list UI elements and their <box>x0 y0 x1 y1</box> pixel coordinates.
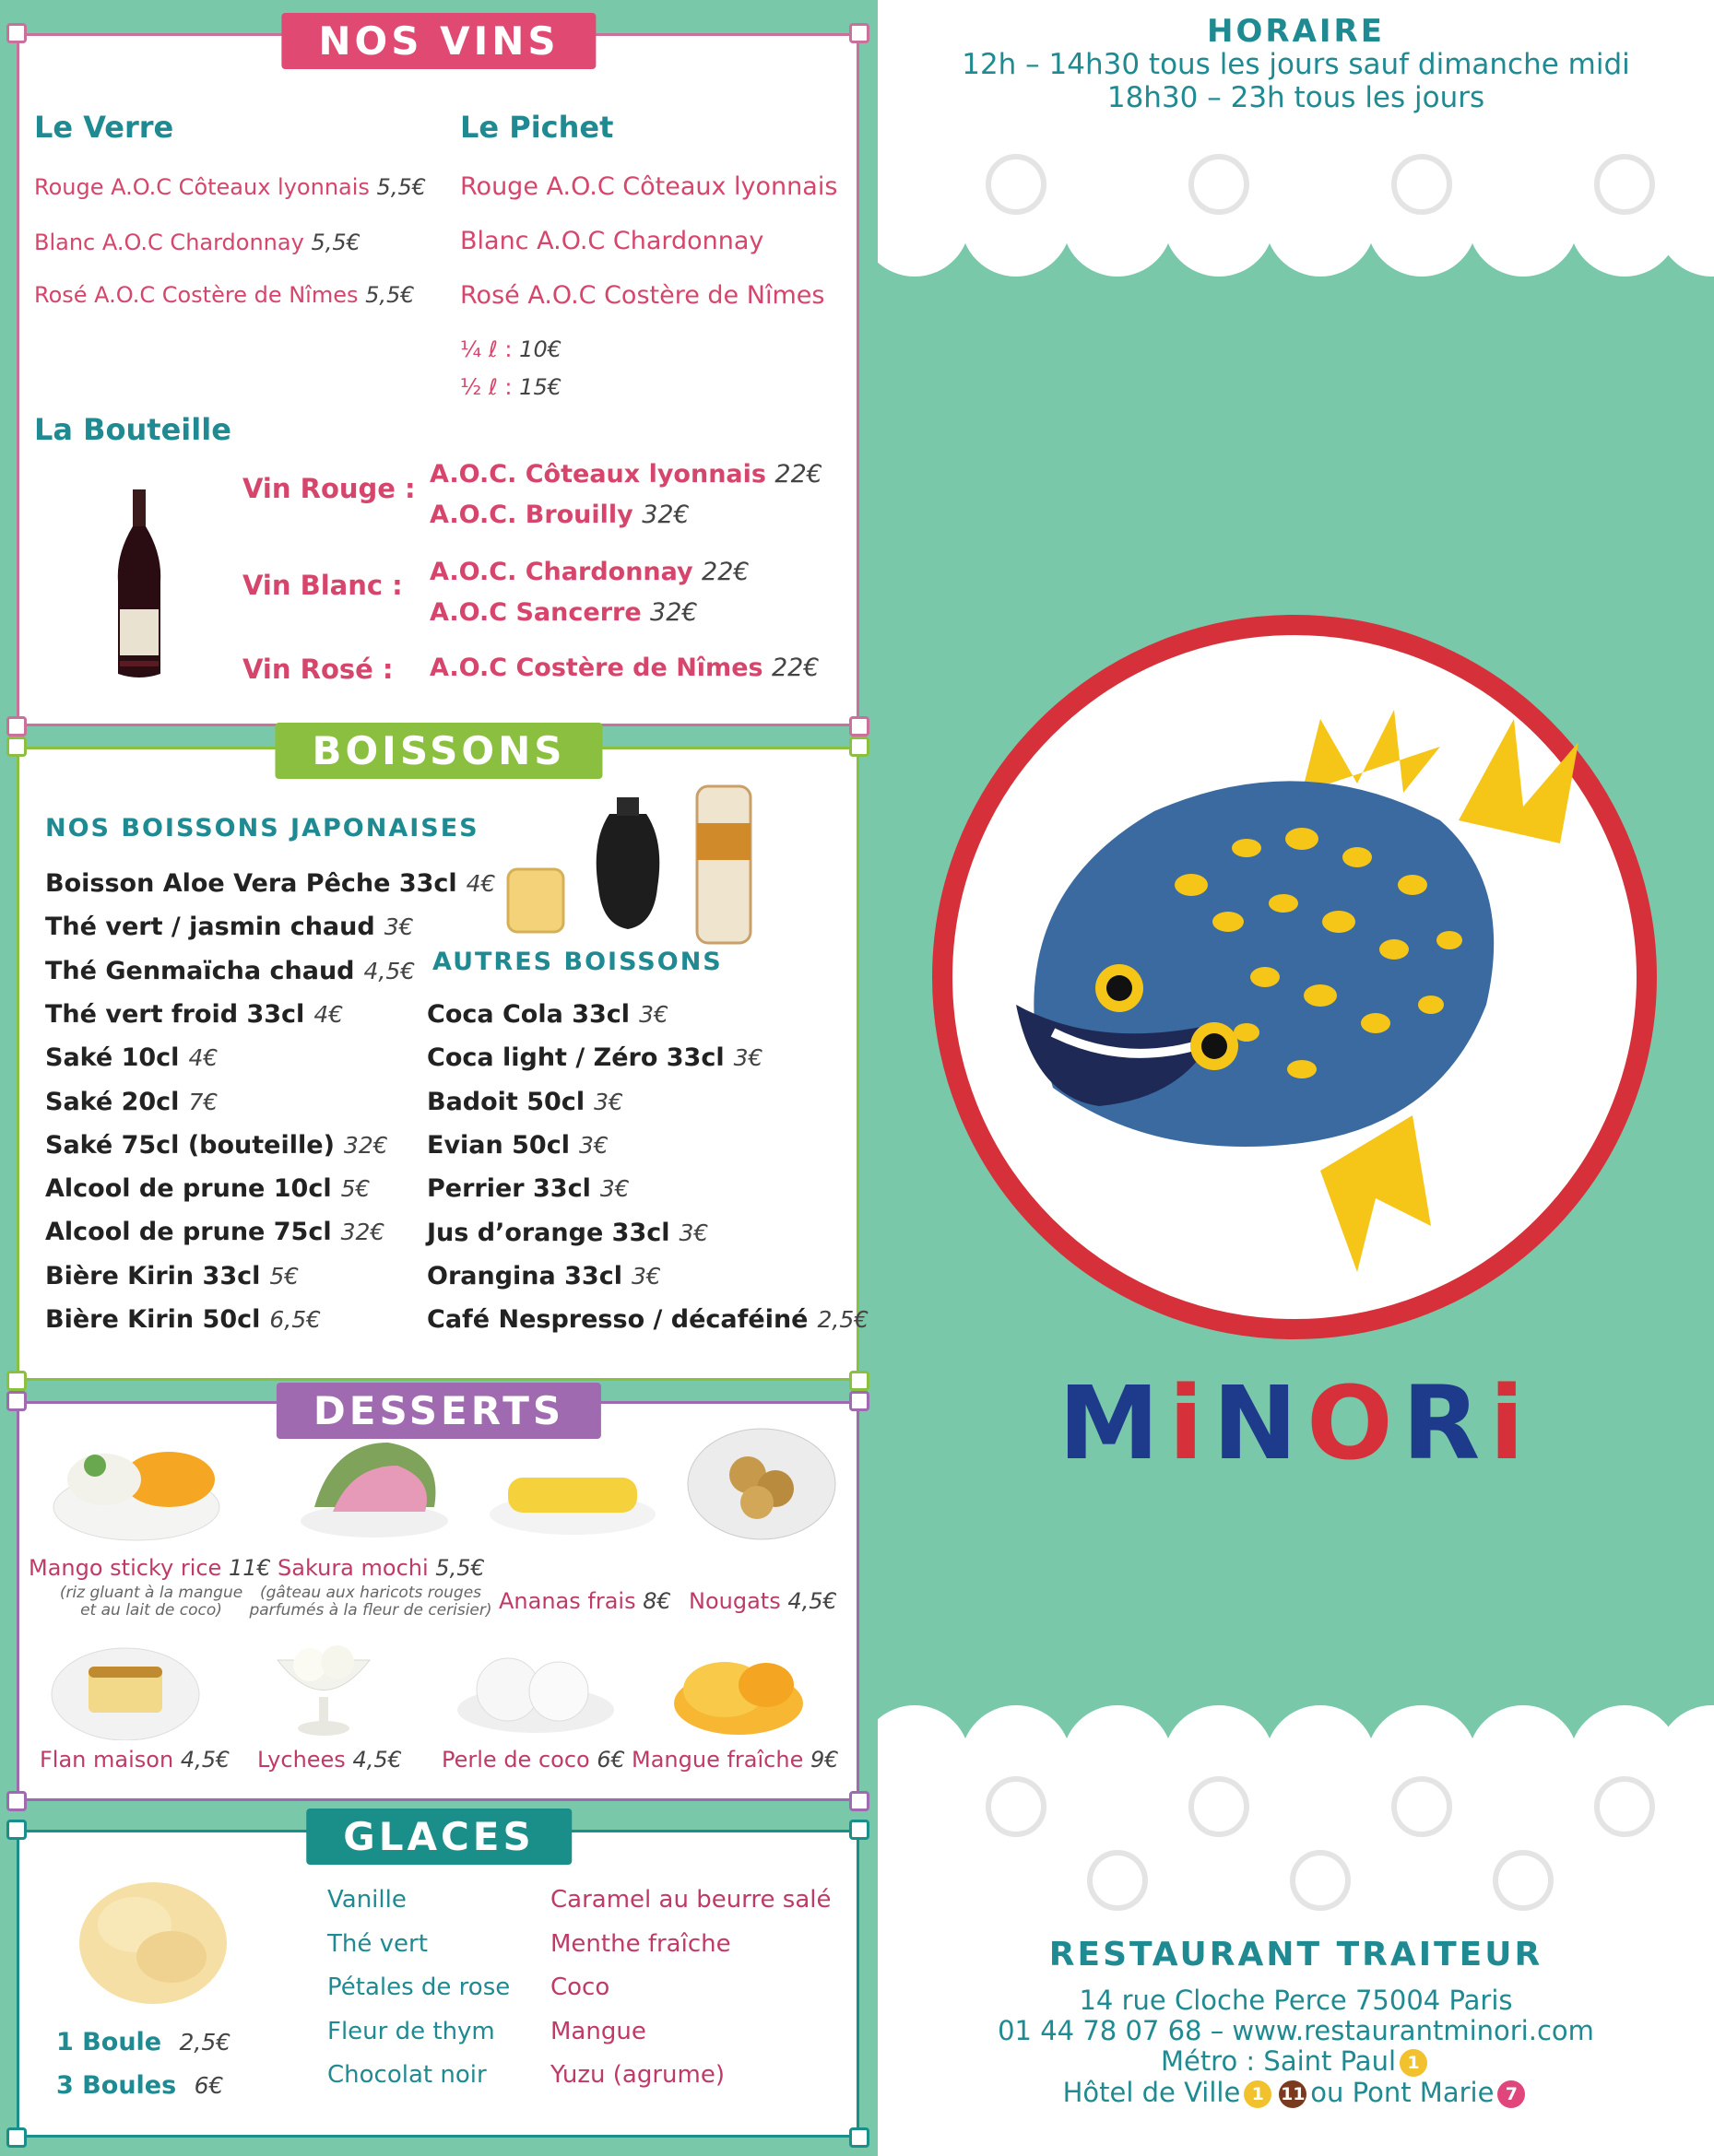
item-name: Bière Kirin 50cl <box>45 1305 261 1334</box>
pichet-title: Le Pichet <box>460 110 614 145</box>
item-name: Perrier 33cl <box>427 1174 591 1204</box>
item-price: 3€ <box>384 913 414 941</box>
menu-item <box>427 1262 661 1290</box>
item-name: Saké 10cl <box>45 1043 180 1073</box>
horaire-line: 12h – 14h30 tous les jours sauf dimanche midi <box>962 48 1630 81</box>
boissons-banner: BOISSONS <box>275 723 602 779</box>
corner-ornament <box>849 2127 869 2148</box>
dessert-name: Perle de coco 6€ <box>442 1747 625 1773</box>
menu-item <box>45 1131 388 1160</box>
bouteille-item: A.O.C. Brouilly 32€ <box>430 501 690 529</box>
item-price: 4€ <box>188 1044 219 1072</box>
logo-letter: i <box>1489 1364 1534 1482</box>
menu-item <box>45 1088 218 1116</box>
dessert-name: Flan maison 4,5€ <box>40 1747 231 1773</box>
logo-letter: i <box>1168 1364 1213 1482</box>
cloud-pattern-top <box>878 111 1714 286</box>
corner-ornament <box>849 1820 869 1840</box>
ice-cream-flavour: Pétales de rose <box>327 1973 511 2001</box>
item-name: Coca Cola 33cl <box>427 1000 631 1029</box>
desserts-panel <box>17 1401 859 1801</box>
item-price: 3€ <box>599 1175 630 1203</box>
bouteille-item: A.O.C. Côteaux lyonnais 22€ <box>430 460 822 489</box>
item-price: 6,5€ <box>269 1306 322 1333</box>
horaire-line: 18h30 – 23h tous les jours <box>1106 81 1485 114</box>
dessert-name: Sakura mochi 5,5€ <box>278 1555 485 1581</box>
corner-ornament <box>849 1371 869 1391</box>
item-name: Alcool de prune 75cl <box>45 1218 332 1247</box>
logo-letter: O <box>1306 1364 1402 1482</box>
item-price: 4€ <box>466 870 496 897</box>
bouteille-item: A.O.C Costère de Nîmes 22€ <box>430 654 820 682</box>
item-price: 4€ <box>313 1000 344 1028</box>
item-name: Boisson Aloe Vera Pêche 33cl <box>45 869 457 898</box>
metro-line-2: Hôtel de Ville 1 11 ou Pont Marie 7 <box>878 2077 1714 2108</box>
ice-cream-flavour: Fleur de thym <box>327 2017 495 2045</box>
bouteille-item: A.O.C. Chardonnay 22€ <box>430 558 750 586</box>
item-price: 3€ <box>594 1088 623 1115</box>
ice-cream-flavour: Coco <box>550 1973 610 2001</box>
restaurant-contact: 01 44 78 07 68 – www.restaurantminori.com <box>998 2015 1594 2046</box>
perle-de-coco-image <box>453 1645 619 1738</box>
corner-ornament <box>849 716 869 736</box>
item-name: Thé Genmaïcha chaud <box>45 956 355 985</box>
glaces-banner: GLACES <box>306 1808 572 1865</box>
menu-item <box>427 1131 609 1160</box>
corner-ornament <box>849 23 869 43</box>
menu-item <box>427 1088 623 1116</box>
item-name: Saké 75cl (bouteille) <box>45 1130 335 1160</box>
menu-item <box>45 1218 384 1246</box>
lychees-image <box>264 1632 384 1743</box>
item-price: 5€ <box>340 1175 371 1203</box>
bouteille-title: La Bouteille <box>34 412 231 447</box>
menu-item <box>45 1262 299 1290</box>
ice-cream-flavour: Vanille <box>327 1886 407 1914</box>
item-price: 4,5€ <box>363 957 416 984</box>
bouteille-item: A.O.C Sancerre 32€ <box>430 598 698 627</box>
menu-item <box>45 869 495 898</box>
menu-item <box>45 1000 343 1029</box>
dessert-name: Lychees 4,5€ <box>257 1747 402 1773</box>
desserts-banner: DESSERTS <box>277 1383 601 1439</box>
glaces-panel <box>17 1830 859 2138</box>
vin-rouge-label: Vin Rouge : <box>242 473 416 504</box>
menu-item <box>45 913 414 941</box>
corner-ornament <box>6 1371 27 1391</box>
ice-cream-flavour: Thé vert <box>327 1929 428 1958</box>
ice-cream-image <box>70 1869 236 2008</box>
menu-item <box>427 1000 668 1029</box>
metro-11-icon: 11 <box>1279 2080 1306 2108</box>
item-price: 32€ <box>343 1131 388 1159</box>
boissons-panel <box>17 747 869 1381</box>
japonaises-title: NOS BOISSONS JAPONAISES <box>45 814 479 842</box>
item-name: Café Nespresso / décaféiné <box>427 1305 809 1335</box>
corner-ornament <box>6 716 27 736</box>
mango-sticky-rice-image <box>49 1424 224 1544</box>
metro-1-icon: 1 <box>1244 2080 1271 2108</box>
menu-item <box>45 1043 218 1072</box>
item-price: 3€ <box>679 1219 709 1246</box>
item-name: Alcool de prune 10cl <box>45 1174 332 1204</box>
dessert-name: Ananas frais 8€ <box>499 1588 671 1614</box>
item-price: 2,5€ <box>817 1306 869 1334</box>
verre-item: Rouge A.O.C Côteaux lyonnais 5,5€ <box>34 174 426 200</box>
item-price: 3€ <box>733 1044 763 1072</box>
item-name: Orangina 33cl <box>427 1261 622 1290</box>
scoop-price: 1 Boule 2,5€ <box>56 2028 231 2056</box>
wines-panel <box>17 33 859 726</box>
verre-title: Le Verre <box>34 110 174 145</box>
item-name: Saké 20cl <box>45 1087 180 1116</box>
pichet-item: Rosé A.O.C Costère de Nîmes <box>460 281 825 310</box>
corner-ornament <box>6 23 27 43</box>
pichet-item: Blanc A.O.C Chardonnay <box>460 227 764 255</box>
item-price: 3€ <box>631 1262 661 1290</box>
menu-item <box>427 1043 762 1072</box>
ice-cream-flavour: Chocolat noir <box>327 2061 487 2089</box>
ananas-frais-image <box>485 1450 660 1542</box>
item-price: 5€ <box>269 1262 300 1290</box>
corner-ornament <box>849 1391 869 1411</box>
menu-right-column <box>878 0 1714 2156</box>
item-name: Thé vert / jasmin chaud <box>45 913 375 942</box>
japanese-drinks-image <box>499 777 757 952</box>
menu-item <box>45 1174 370 1203</box>
flan-maison-image <box>47 1639 204 1740</box>
wine-bottle-image <box>107 489 171 683</box>
fish-logo-icon <box>915 608 1671 1346</box>
menu-item <box>427 1305 869 1334</box>
menu-item <box>45 957 415 985</box>
pichet-price: ¼ ℓ : 10€ <box>460 336 561 362</box>
dessert-description: (gâteau aux haricots rouges parfumés à la fleur de cerisier) <box>249 1584 492 1620</box>
item-price: 7€ <box>188 1088 219 1115</box>
menu-item <box>45 1305 321 1334</box>
corner-ornament <box>6 736 27 757</box>
logo-letter: M <box>1058 1364 1169 1482</box>
ice-cream-flavour: Caramel au beurre salé <box>550 1886 832 1914</box>
horaire-title: HORAIRE <box>1207 13 1385 50</box>
scoop-price: 3 Boules 6€ <box>56 2071 224 2100</box>
sakura-mochi-image <box>296 1424 453 1544</box>
dessert-name: Mango sticky rice 11€ <box>29 1555 271 1581</box>
restaurant-title: RESTAURANT TRAITEUR <box>1048 1936 1543 1973</box>
ice-cream-flavour: Mangue <box>550 2017 646 2045</box>
logo-letter: R <box>1401 1364 1490 1482</box>
minori-logo <box>878 1364 1714 1482</box>
vin-blanc-label: Vin Blanc : <box>242 570 403 601</box>
logo-letter: N <box>1212 1364 1307 1482</box>
verre-item: Blanc A.O.C Chardonnay 5,5€ <box>34 230 361 255</box>
mangue-fraiche-image <box>665 1639 812 1740</box>
restaurant-address: 14 rue Cloche Perce 75004 Paris <box>1079 1985 1513 2016</box>
corner-ornament <box>6 1391 27 1411</box>
item-name: Jus d’orange 33cl <box>427 1218 670 1247</box>
nougats-image <box>683 1424 840 1544</box>
corner-ornament <box>6 1820 27 1840</box>
metro-1-icon: 1 <box>1400 2049 1427 2077</box>
metro-7-icon: 7 <box>1497 2080 1525 2108</box>
wines-banner: NOS VINS <box>281 13 596 69</box>
pichet-price: ½ ℓ : 15€ <box>460 374 561 400</box>
ice-cream-flavour: Yuzu (agrume) <box>550 2061 725 2089</box>
autres-title: AUTRES BOISSONS <box>432 948 723 976</box>
verre-item: Rosé A.O.C Costère de Nîmes 5,5€ <box>34 282 415 308</box>
dessert-description: (riz gluant à la mangue et au lait de coco) <box>59 1584 243 1620</box>
metro-line-1: Métro : Saint Paul 1 <box>878 2045 1714 2077</box>
corner-ornament <box>849 1791 869 1811</box>
dessert-name: Mangue fraîche 9€ <box>632 1747 839 1773</box>
menu-item <box>427 1174 630 1203</box>
dessert-name: Nougats 4,5€ <box>689 1588 837 1614</box>
menu-item <box>427 1219 708 1247</box>
item-price: 32€ <box>340 1219 385 1246</box>
corner-ornament <box>6 2127 27 2148</box>
item-name: Evian 50cl <box>427 1130 570 1160</box>
pichet-item: Rouge A.O.C Côteaux lyonnais <box>460 172 838 201</box>
item-name: Badoit 50cl <box>427 1087 585 1116</box>
corner-ornament <box>6 1791 27 1811</box>
item-price: 3€ <box>639 1001 668 1028</box>
item-price: 3€ <box>578 1131 609 1159</box>
ice-cream-flavour: Menthe fraîche <box>550 1929 731 1958</box>
corner-ornament <box>849 736 869 757</box>
item-name: Coca light / Zéro 33cl <box>427 1043 725 1073</box>
item-name: Thé vert froid 33cl <box>45 999 305 1029</box>
vin-rose-label: Vin Rosé : <box>242 654 394 685</box>
item-name: Bière Kirin 33cl <box>45 1261 261 1290</box>
